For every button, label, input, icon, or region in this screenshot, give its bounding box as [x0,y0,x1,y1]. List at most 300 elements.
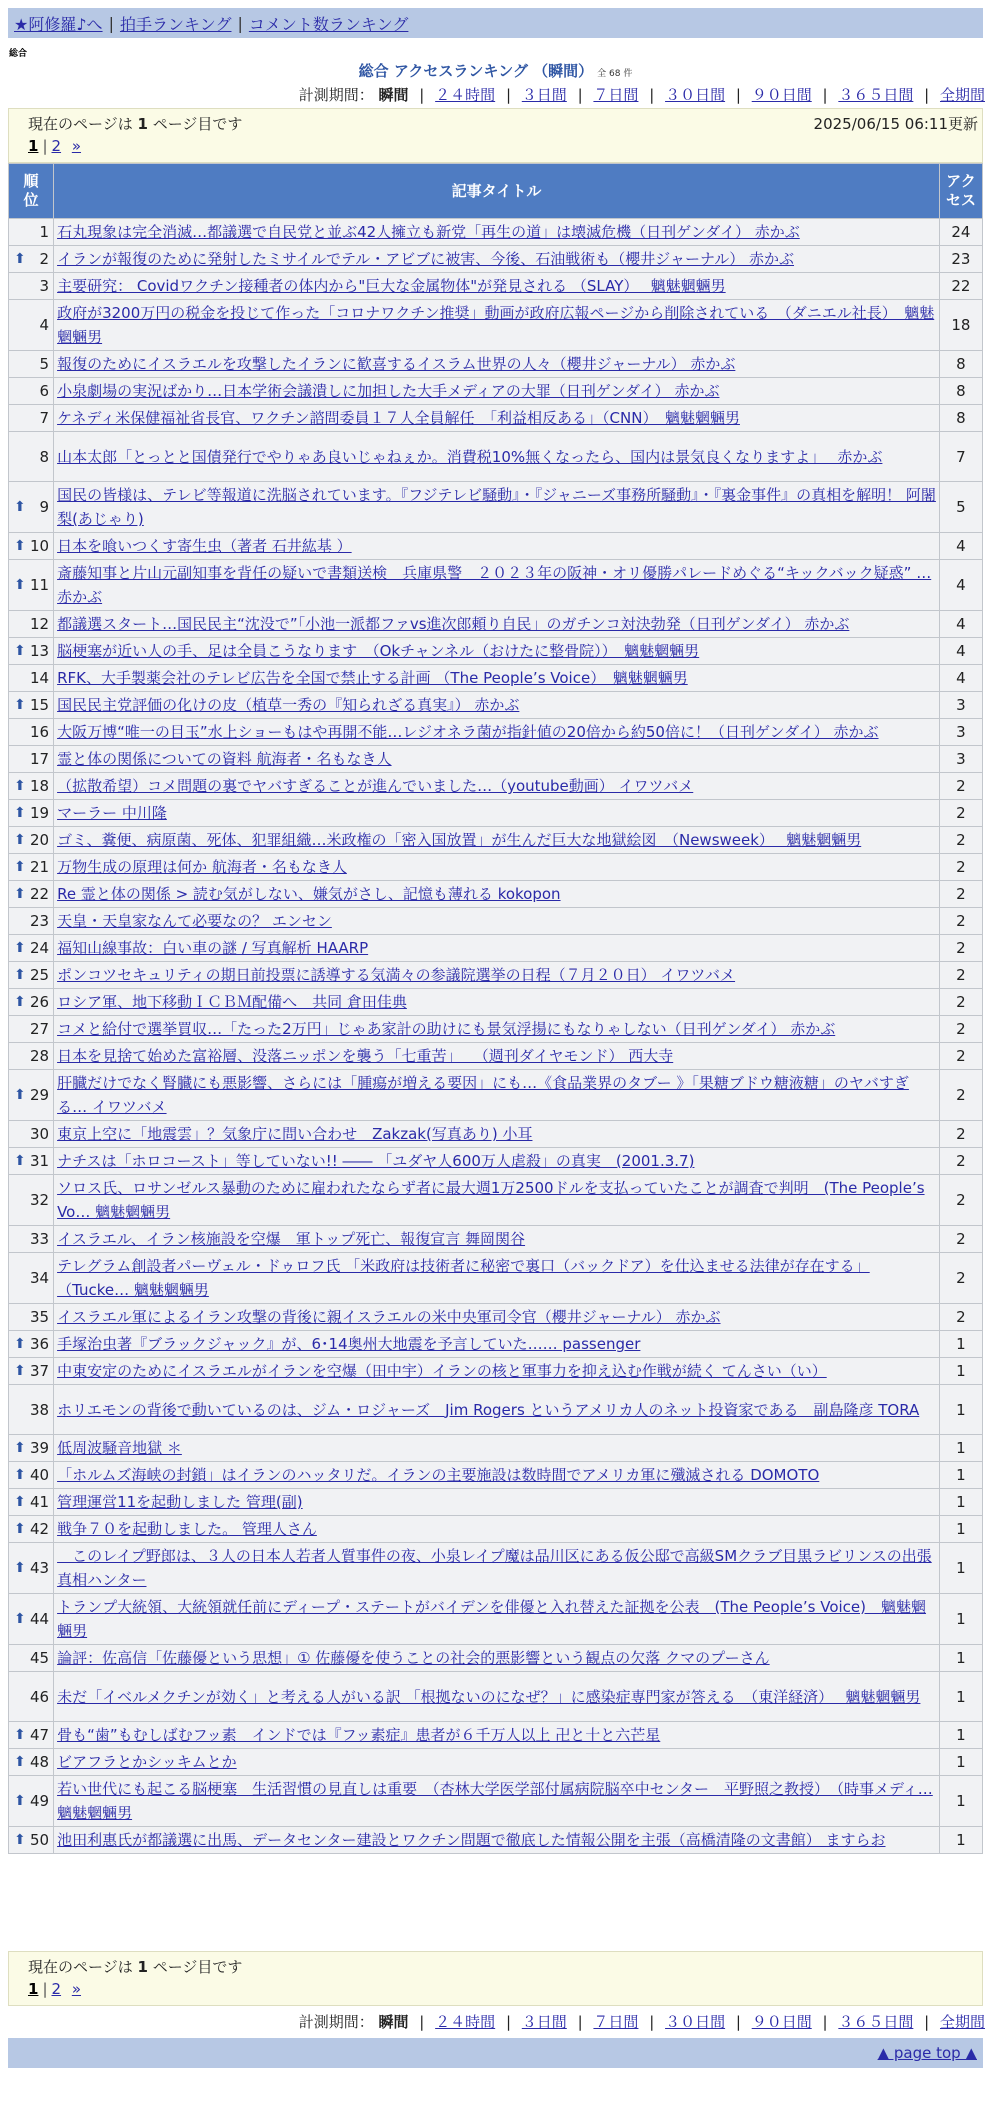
rank-number: 27 [29,1020,50,1038]
article-title-link[interactable]: RFK、大手製薬会社のテレビ広告を全国で禁止する計画 （The People’s Voice） 魑魅魍魎男 [57,669,688,687]
period-7d-link[interactable]: ７日間 [593,86,639,104]
article-title-link[interactable]: 中東安定のためにイスラエルがイランを空爆（田中宇）イランの核と軍事力を抑え込む作戦が続く てんさい（い） [57,1362,827,1380]
access-count: 2 [940,1226,982,1252]
table-row [9,1304,982,1330]
article-title-link[interactable]: 斎藤知事と片山元副知事を背任の疑いで書類送検 兵庫県警 ２０２３年の阪神・オリ優勝パレードめぐる“キックバック疑惑” … 赤かぶ [57,564,932,606]
access-count: 2 [940,908,982,934]
access-count: 1 [940,1331,982,1357]
comment-ranking-link[interactable]: コメント数ランキング [248,14,409,34]
rank-cell [9,989,53,1015]
rank-up-arrow-icon: ⬆ [14,1467,26,1483]
rank-cell [9,719,53,745]
rank-cell [9,246,53,272]
rank-cell [9,351,53,377]
title-cell [54,1175,939,1225]
period-label: 計測期間： [298,2013,374,2031]
table-row [9,1148,982,1174]
access-count: 2 [940,773,982,799]
rank-number: 21 [29,858,50,876]
period-30d-link[interactable]: ３０日間 [665,86,726,104]
table-row [9,638,982,664]
access-count: 2 [940,935,982,961]
category-tag: 総合 [9,49,28,59]
title-cell [54,1148,939,1174]
table-header-row [9,164,982,218]
access-count: 1 [940,1749,982,1775]
article-title-link[interactable]: ナチスは「ホロコースト」等していない!! ―― 「ユダヤ人600万人虐殺」の真実 (2001.3.7) [57,1152,695,1170]
title-cell [54,962,939,988]
access-count: 4 [940,611,982,637]
title-cell [54,219,939,245]
table-row [9,1435,982,1461]
access-count: 1 [940,1645,982,1671]
title-cell [54,989,939,1015]
access-count: 2 [940,854,982,880]
access-count: 2 [940,1070,982,1120]
rank-cell [9,935,53,961]
table-row [9,773,982,799]
article-title-link[interactable]: 池田利惠氏が都議選に出馬、データセンター建設とワクチン問題で徹底した情報公開を主張（高橋清隆の文書館） ますらお [57,1831,886,1849]
access-count: 1 [940,1543,982,1593]
title-cell [54,773,939,799]
article-title-link[interactable]: 国民の皆様は、テレビ等報道に洗脳されています。『フジテレビ騒動』・『ジャニーズ事務所騒動』・『裏金事件』の真相を解明！ 阿闍梨(あじゃり) [57,486,936,528]
article-title-link[interactable]: 東京上空に「地震雲」？気象庁に問い合わせ Zakzak(写真あり) 小耳 [57,1125,533,1143]
rank-cell [9,432,53,481]
rank-up-arrow-icon: ⬆ [14,1611,26,1627]
title-cell [54,1594,939,1644]
rank-cell [9,1776,53,1826]
article-title-link[interactable]: 戦争７０を起動しました。 管理人さん [57,1520,317,1538]
rank-up-arrow-icon: ⬆ [14,643,26,659]
rank-number: 10 [29,537,50,555]
table-row [9,1253,982,1303]
rank-cell [9,1543,53,1593]
title-cell [54,1331,939,1357]
table-row [9,989,982,1015]
article-title-link[interactable]: ホリエモンの背後で動いているのは、ジム・ロジャーズ Jim Rogers というアメリカ人のネット投資家である 副島隆彦 TORA [57,1400,920,1419]
rank-number: 19 [29,804,50,822]
rank-cell [9,1827,53,1853]
page-separator: | [42,1980,48,1998]
period-separator: | [822,2013,828,2031]
table-row [9,611,982,637]
article-title-link[interactable]: 日本を見捨て始めた富裕層、没落ニッポンを襲う「七重苦」 （週刊ダイヤモンド） 西大寺 [57,1047,674,1065]
table-row [9,1722,982,1748]
access-count: 4 [940,533,982,559]
title-cell [54,1043,939,1069]
access-count: 1 [940,1594,982,1644]
article-title-link[interactable]: 政府が3200万円の税金を投じて作った「コロナワクチン推奨」動画が政府広報ページから削除されている （ダニエル社長） 魑魅魍魎男 [57,304,935,346]
period-3d-link[interactable]: ３日間 [521,2013,567,2031]
article-title-link[interactable]: 福知山線事故：白い車の謎 / 写真解析 HAARP [57,939,369,957]
rank-cell [9,482,53,532]
table-row [9,935,982,961]
rank-up-arrow-icon: ⬆ [14,499,26,515]
title-cell [54,1304,939,1330]
rank-cell [9,405,53,431]
table-row [9,719,982,745]
article-title-link[interactable]: イスラエル、イラン核施設を空爆 軍トップ死亡、報復宣言 舞岡関谷 [57,1230,526,1248]
page-top-link[interactable]: ▲ page top ▲ [877,2044,977,2062]
article-title-link[interactable]: 日本を喰いつくす寄生虫（著者 石井紘基 ） [57,537,352,555]
page-title [0,60,991,81]
rank-cell [9,1516,53,1542]
period-separator: | [735,2013,741,2031]
table-row [9,1489,982,1515]
access-count: 22 [940,273,982,299]
article-title-link[interactable]: 霊と体の関係についての資料 航海者・名もなき人 [57,750,392,768]
article-title-link[interactable]: ロシア軍、地下移動ＩＣＢＭ配備へ 共同 倉田佳典 [57,993,407,1011]
period-24h-link[interactable]: ２４時間 [435,2013,496,2031]
rank-cell [9,1121,53,1147]
rank-number: 25 [29,966,50,984]
title-cell [54,692,939,718]
rank-cell [9,962,53,988]
rank-number: 13 [29,642,50,660]
rank-up-arrow-icon: ⬆ [14,251,26,267]
rank-up-arrow-icon: ⬆ [14,1153,26,1169]
page-info-prefix: 現在のページは [28,115,133,133]
rank-cell [9,908,53,934]
rank-cell [9,1226,53,1252]
rank-cell [9,746,53,772]
rank-number: 17 [29,750,50,768]
rank-cell [9,638,53,664]
article-title-link[interactable]: 小泉劇場の実況ばかり…日本学術会議潰しに加担した大手メディアの大罪（日刊ゲンダイ） 赤かぶ [57,382,720,400]
table-row [9,1016,982,1042]
title-cell [54,854,939,880]
access-count: 2 [940,827,982,853]
rank-cell [9,1253,53,1303]
table-row [9,1827,982,1853]
table-row [9,692,982,718]
period-separator: | [649,2013,655,2031]
rank-number: 50 [29,1831,50,1849]
table-row [9,1175,982,1225]
col-access-header: アクセス [940,164,982,218]
table-row [9,827,982,853]
rank-number: 36 [29,1335,50,1353]
rank-number: 30 [29,1125,50,1143]
article-title-link[interactable]: 報復のためにイスラエルを攻撃したイランに歓喜するイスラム世界の人々（櫻井ジャーナル） 赤かぶ [57,355,736,373]
period-90d-link[interactable]: ９０日間 [751,2013,812,2031]
access-count: 5 [940,482,982,532]
rank-number: 23 [29,912,50,930]
page-info-suffix: ページ目です [152,1958,243,1976]
page-links [28,137,81,155]
period-separator: | [649,86,655,104]
rank-cell [9,300,53,350]
period-separator: | [924,86,930,104]
access-count: 1 [940,1827,982,1853]
page-2-link[interactable]: 2 [51,1980,62,1998]
ranking-table-body [9,219,982,1853]
access-count: 4 [940,638,982,664]
period-separator: | [419,2013,425,2031]
rank-up-arrow-icon: ⬆ [14,859,26,875]
article-title-link[interactable]: 「ホルムズ海峡の封鎖」はイランのハッタリだ。イランの主要施設は数時間でアメリカ軍に殲滅される DOMOTO [57,1466,820,1484]
rank-number: 26 [29,993,50,1011]
access-count: 4 [940,560,982,610]
rank-number: 11 [29,576,50,594]
access-count: 2 [940,1304,982,1330]
rank-number: 45 [29,1649,50,1667]
article-title-link[interactable]: 国民民主党評価の化けの皮（植草一秀の『知られざる真実』） 赤かぶ [57,696,520,714]
title-cell [54,1827,939,1853]
table-row [9,533,982,559]
title-cell [54,1435,939,1461]
table-row [9,1672,982,1721]
title-cell [54,1489,939,1515]
table-row [9,1543,982,1593]
article-title-link[interactable]: 大阪万博“唯一の目玉”水上ショーもはや再開不能…レジオネラ菌が指針値の20倍から約50倍に！（日刊ゲンダイ） 赤かぶ [57,723,879,741]
rank-up-arrow-icon: ⬆ [14,940,26,956]
table-row [9,881,982,907]
rank-number: 22 [29,885,50,903]
period-selector-top [299,84,985,105]
rank-number: 38 [29,1400,50,1419]
period-30d-link[interactable]: ３０日間 [665,2013,726,2031]
rank-cell [9,1148,53,1174]
rank-cell [9,881,53,907]
rank-up-arrow-icon: ⬆ [14,886,26,902]
period-3d-link[interactable]: ３日間 [521,86,567,104]
rank-number: 47 [29,1726,50,1744]
rank-number: 34 [29,1269,50,1287]
page-links [28,1980,81,1998]
period-all-link[interactable]: 全期間 [939,2013,985,2031]
table-row [9,1070,982,1120]
rank-number: 18 [29,777,50,795]
rank-number: 42 [29,1520,50,1538]
article-title-link[interactable]: テレグラム創設者パーヴェル・ドゥロフ氏 「米政府は技術者に秘密で裏口（バックドア）を仕込ませる法律が存在する」 （Tucke… 魑魅魍魎男 [57,1257,870,1299]
article-title-link[interactable]: トランプ大統領、大統領就任前にディープ・ステートがバイデンを俳優と入れ替えた証拠を公表 (The People’s Voice) 魑魅魍魎男 [57,1598,927,1640]
article-title-link[interactable]: 骨も“歯”もむしばむフッ素 インドでは『フッ素症』患者が６千万人以上 卍と十と六芒星 [57,1726,661,1744]
article-title-link[interactable]: 管理運営11を起動しました 管理(副) [57,1493,303,1511]
article-title-link[interactable]: 脳梗塞が近い人の手、足は全員こうなります （Okチャンネル（おけたに整骨院）） 魑魅魍魎男 [57,642,700,660]
title-cell [54,1385,939,1434]
rank-up-arrow-icon: ⬆ [14,832,26,848]
period-separator: | [924,2013,930,2031]
access-count: 2 [940,1043,982,1069]
table-row [9,1358,982,1384]
rank-number: 12 [29,615,50,633]
article-title-link[interactable]: 低周波騒音地獄 ＊ [57,1439,182,1457]
page-info [28,113,242,134]
next-page-link[interactable]: » [71,1980,82,1998]
rank-up-arrow-icon: ⬆ [14,1832,26,1848]
article-title-link[interactable]: 都議選スタート…国民民主“沈没で”「小池一派都ファvs進次郎頼り自民」のガチンコ対決勃発（日刊ゲンダイ） 赤かぶ [57,615,850,633]
rank-up-arrow-icon: ⬆ [14,805,26,821]
period-separator: | [419,86,425,104]
page-info-suffix: ページ目です [152,115,243,133]
rank-cell [9,1304,53,1330]
access-count: 2 [940,1016,982,1042]
title-cell [54,908,939,934]
ranking-table [8,163,983,1854]
article-title-link[interactable]: 手塚治虫著『ブラックジャック』が、6･14奥州大地震を予言していた…… passenger [57,1335,641,1353]
access-count: 24 [940,219,982,245]
access-count: 8 [940,378,982,404]
table-row [9,351,982,377]
rank-up-arrow-icon: ⬆ [14,967,26,983]
rank-number: 40 [29,1466,50,1484]
period-24h-link[interactable]: ２４時間 [435,86,496,104]
title-cell [54,560,939,610]
title-cell [54,719,939,745]
rank-number: 39 [29,1439,50,1457]
title-cell [54,611,939,637]
rank-cell [9,219,53,245]
next-page-link[interactable]: » [71,137,82,155]
title-cell [54,1543,939,1593]
rank-number: 8 [39,447,50,466]
rank-cell [9,800,53,826]
rank-cell [9,378,53,404]
table-row [9,800,982,826]
access-count: 2 [940,989,982,1015]
table-row [9,378,982,404]
table-row [9,300,982,350]
rank-up-arrow-icon: ⬆ [14,994,26,1010]
access-count: 1 [940,1489,982,1515]
access-count: 1 [940,1776,982,1826]
article-title-link[interactable]: 山本太郎「とっとと国債発行でやりゃあ良いじゃねぇか。消費税10%無くなったら、国内は景気良くなりますよ」 赤かぶ [57,447,883,466]
access-count: 2 [940,881,982,907]
period-separator: | [505,86,511,104]
article-title-link[interactable]: ゴミ、糞便、病原菌、死体、犯罪組織…米政権の「密入国放置」が生んだ巨大な地獄絵図 （Newsweek） 魑魅魍魎男 [57,831,862,849]
period-label: 計測期間： [298,86,374,104]
table-row [9,1331,982,1357]
period-7d-link[interactable]: ７日間 [593,2013,639,2031]
rank-cell [9,1385,53,1434]
article-title-link[interactable]: イランが報復のために発射したミサイルでテル・アビブに被害、今後、石油戦術も（櫻井ジャーナル） 赤かぶ [57,250,795,268]
article-title-link[interactable]: ビアフラとかシッキムとか [57,1753,237,1771]
access-count: 1 [940,1358,982,1384]
period-separator: | [505,2013,511,2031]
rank-cell [9,692,53,718]
home-link[interactable]: ★阿修羅♪へ [14,14,103,34]
title-cell [54,1672,939,1721]
page-separator: | [42,137,48,155]
clap-ranking-link[interactable]: 拍手ランキング [119,14,232,34]
rank-up-arrow-icon: ⬆ [14,697,26,713]
page-1-current: 1 [28,1980,39,1998]
total-count: 全 68 件 [597,69,633,79]
access-count: 2 [940,1148,982,1174]
access-count: 1 [940,1462,982,1488]
article-title-link[interactable]: 未だ「イベルメクチンが効く」と考える人がいる訳 「根拠ないのになぜ？」に感染症専門家が答える （東洋経済） 魑魅魍魎男 [57,1687,921,1706]
rank-number: 41 [29,1493,50,1511]
access-count: 1 [940,1385,982,1434]
article-title-link[interactable]: 論評：佐高信「佐藤優という思想」① 佐藤優を使うことの社会的悪影響という観点の欠落 クマのプーさん [57,1649,770,1667]
access-count: 2 [940,800,982,826]
access-count: 1 [940,1672,982,1721]
article-title-link[interactable]: このレイプ野郎は、３人の日本人若者人質事件の夜、小泉レイプ魔は品川区にある仮公邸で高級SMクラブ目黒ラビリンスの出張 真相ハンター [57,1547,932,1589]
table-row [9,432,982,481]
article-title-link[interactable]: 肝臓だけでなく腎臓にも悪影響、さらには「腫瘍が増える要因」にも…《食品業界のタブー 》「果糖ブドウ糖液糖」のヤバすぎる… イワツバメ [57,1074,909,1116]
table-row [9,246,982,272]
rank-cell [9,1358,53,1384]
article-title-link[interactable]: （拡散希望）コメ問題の裏でヤバすぎることが進んでいました…（youtube動画） イワツバメ [57,777,694,795]
article-title-link[interactable]: 万物生成の原理は何か 航海者・名もなき人 [57,858,347,876]
article-title-link[interactable]: ケネディ米保健福祉省長官、ワクチン諮問委員１７人全員解任 「利益相反ある」（CNN） 魑魅魍魎男 [57,409,740,427]
article-title-link[interactable]: 主要研究： Covidワクチン接種者の体内から"巨大な金属物体"が発見される （SLAY） 魑魅魍魎男 [57,277,726,295]
article-title-link[interactable]: ポンコツセキュリティの期日前投票に誘導する気満々の参議院選挙の日程（７月２０日） イワツバメ [57,966,736,984]
title-cell [54,351,939,377]
rank-number: 16 [29,723,50,741]
page-info-number: 1 [137,115,148,133]
article-title-link[interactable]: 天皇・天皇家なんて必要なの？ エンセン [57,912,332,930]
period-90d-link[interactable]: ９０日間 [751,86,812,104]
article-title-link[interactable]: Re 霊と体の関係 > 読む気がしない、嫌気がさし、記憶も薄れる kokopon [57,885,561,903]
access-count: 23 [940,246,982,272]
rank-up-arrow-icon: ⬆ [14,1754,26,1770]
access-count: 1 [940,1435,982,1461]
title-cell [54,1462,939,1488]
rank-number: 3 [39,277,50,295]
access-count: 3 [940,719,982,745]
rank-number: 48 [29,1753,50,1771]
rank-cell [9,560,53,610]
title-cell [54,881,939,907]
access-count: 7 [940,432,982,481]
rank-cell [9,665,53,691]
period-365d-link[interactable]: ３６５日間 [838,2013,914,2031]
rank-cell [9,1489,53,1515]
rank-up-arrow-icon: ⬆ [14,1727,26,1743]
title-cell [54,300,939,350]
access-count: 1 [940,1722,982,1748]
article-title-link[interactable]: 石丸現象は完全消滅…都議選で自民党と並ぶ42人擁立も新党「再生の道」は壊滅危機（日刊ゲンダイ） 赤かぶ [57,223,800,241]
period-current: 瞬間 [378,2013,409,2031]
title-cell [54,482,939,532]
table-row [9,1594,982,1644]
page-title-text: 総合 アクセスランキング （瞬間） [358,62,594,80]
access-count: 2 [940,962,982,988]
article-title-link[interactable]: コメと給付で選挙買収…「たった2万円」じゃあ家計の助けにも景気浮揚にもなりゃしない（日刊ゲンダイ） 赤かぶ [57,1020,836,1038]
rank-up-arrow-icon: ⬆ [14,1336,26,1352]
title-cell [54,1226,939,1252]
pager-top [8,108,983,163]
rank-cell [9,773,53,799]
top-nav-bar [8,8,983,38]
article-title-link[interactable]: イスラエル軍によるイラン攻撃の背後に親イスラエルの米中央軍司令官（櫻井ジャーナル） 赤かぶ [57,1308,721,1326]
rank-cell [9,533,53,559]
period-all-link[interactable]: 全期間 [939,86,985,104]
table-row [9,1749,982,1775]
period-separator: | [577,86,583,104]
rank-cell [9,1749,53,1775]
title-cell [54,1749,939,1775]
title-cell [54,405,939,431]
rank-up-arrow-icon: ⬆ [14,1087,26,1103]
article-title-link[interactable]: ソロス氏、ロサンゼルス暴動のために雇われたならず者に最大週1万2500ドルを支払っていたことが調査で判明 (The People’s Vo… 魑魅魍魎男 [57,1179,925,1221]
rank-number: 6 [39,382,50,400]
table-row [9,1516,982,1542]
title-cell [54,1016,939,1042]
rank-up-arrow-icon: ⬆ [14,577,26,593]
page-2-link[interactable]: 2 [51,137,62,155]
title-cell [54,1358,939,1384]
article-title-link[interactable]: 若い世代にも起こる脳梗塞 生活習慣の見直しは重要 （杏林大学医学部付属病院脳卒中センター 平野照之教授） （時事メディ… 魑魅魍魎男 [57,1780,933,1822]
period-365d-link[interactable]: ３６５日間 [838,86,914,104]
access-count: 3 [940,692,982,718]
access-count: 8 [940,351,982,377]
article-title-link[interactable]: マーラー 中川隆 [57,804,167,822]
rank-up-arrow-icon: ⬆ [14,1560,26,1576]
rank-cell [9,854,53,880]
